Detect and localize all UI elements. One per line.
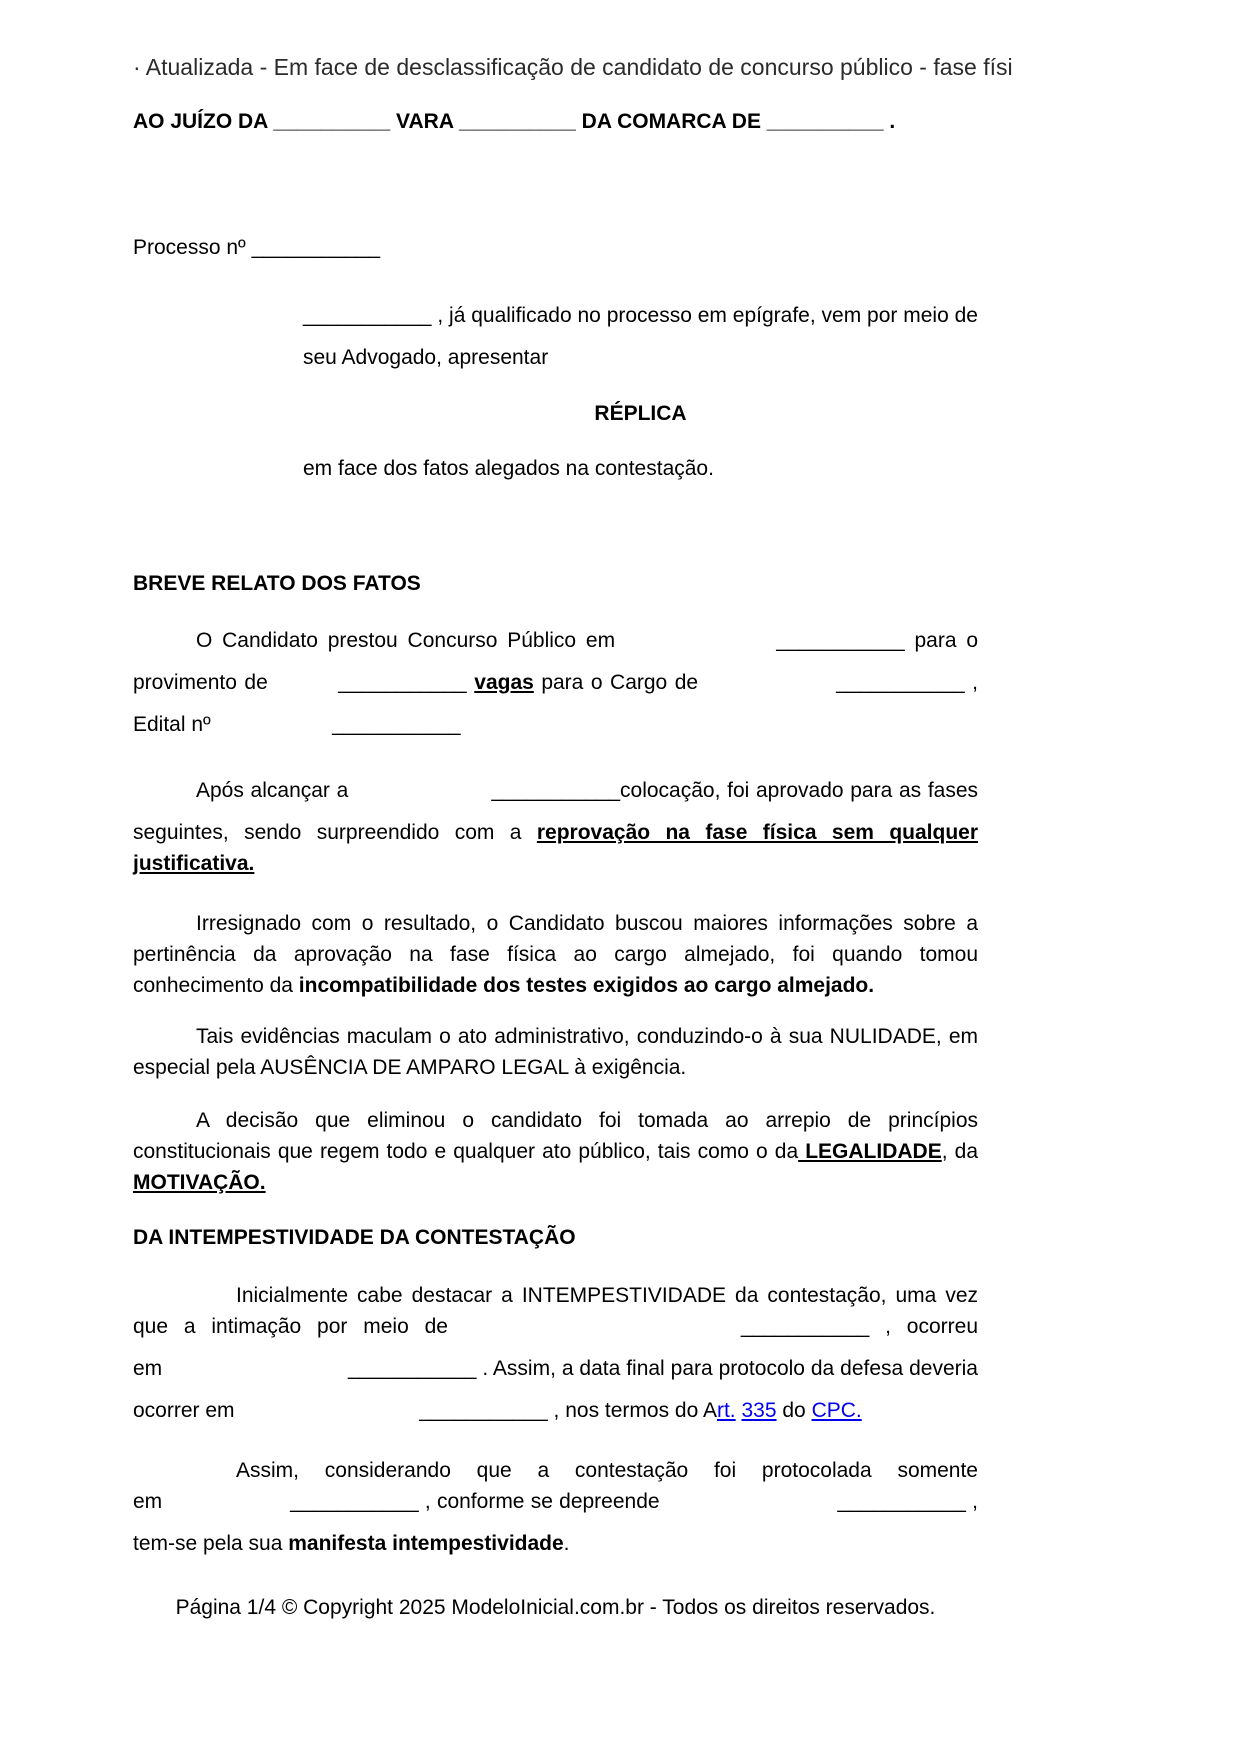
paragraph-decisao	[133, 1105, 978, 1198]
blank-field: ___________	[837, 1490, 966, 1513]
text-run: , da	[941, 1140, 978, 1163]
text-run: , já qualificado no processo em epígrafe, vem por meio de seu Advogado, apresentar	[303, 304, 978, 369]
text-run	[235, 1399, 317, 1422]
blank-field: ___________	[776, 629, 905, 652]
text-run	[211, 713, 269, 736]
text-run	[615, 629, 713, 652]
text-run: para o Cargo de	[533, 671, 699, 694]
text-run: LEGALIDADE	[798, 1140, 942, 1163]
art-335-number-link[interactable]: 335	[741, 1399, 777, 1422]
text-run: .	[883, 110, 896, 133]
page-footer: Página 1/4 © Copyright 2025 ModeloInicial.com.br - Todos os direitos reservados.	[175, 1596, 936, 1619]
text-run: colocação, foi aprovado para as fases seguintes, sendo surpreendido com a	[133, 779, 979, 844]
text-run	[162, 1490, 187, 1513]
art-335-link[interactable]: rt.	[716, 1399, 736, 1422]
blank-field: ___________	[303, 304, 432, 327]
text-run: para o provimento de	[133, 629, 978, 694]
paragraph-protocolada	[133, 1455, 978, 1559]
text-run: incompatibilidade dos testes exigidos ao cargo almejado.	[298, 974, 875, 997]
text-run: reprovação na fase física sem qualquer justificativa.	[133, 821, 978, 875]
text-run: Processo nº	[133, 236, 252, 259]
blank-field: ___________	[347, 1357, 477, 1380]
text-run	[660, 1490, 735, 1513]
blank-field: ___________	[836, 671, 965, 694]
text-run	[348, 779, 428, 802]
blank-field: __________	[273, 110, 391, 133]
document-title: · Atualizada - Em face de desclassificação de candidato de concurso público - fase físi	[133, 54, 1013, 80]
text-run: VARA	[390, 110, 460, 133]
text-run: vagas	[474, 671, 534, 694]
blank-field: ___________	[290, 1490, 419, 1513]
blank-field: ___________	[419, 1399, 548, 1422]
text-run: AO JUÍZO DA	[133, 110, 274, 133]
text-run: , ocorreu em	[133, 1315, 978, 1380]
text-run: Tais evidências maculam o ato administrativo, conduzindo-o à sua NULIDADE, em especial pela AUSÊNCIA DE AMPARO LEGAL à exigência.	[133, 1025, 978, 1079]
blank-field: ___________	[740, 1315, 870, 1338]
court-heading	[133, 106, 978, 148]
blank-field: ___________	[332, 713, 461, 736]
text-run: DA COMARCA DE	[575, 110, 767, 133]
text-run: MOTIVAÇÃO.	[133, 1171, 266, 1194]
paragraph-concurso	[133, 625, 978, 751]
section-heading-intempestividade: DA INTEMPESTIVIDADE DA CONTESTAÇÃO	[133, 1226, 576, 1249]
process-number-line	[133, 232, 978, 274]
text-run: do	[776, 1399, 812, 1422]
text-run: Inicialmente cabe destacar a INTEMPESTIVIDADE da contestação, uma vez que a intimação por meio de	[133, 1284, 978, 1338]
text-run: .	[563, 1532, 570, 1555]
text-run	[448, 1315, 638, 1338]
text-run: Irresignado com o resultado, o Candidato buscou maiores informações sobre a pertinência da aprovação na fase física ao cargo almejado, foi quando tomou conhecimento da	[133, 912, 978, 997]
qualification-paragraph	[303, 300, 978, 373]
text-run: A decisão que eliminou o candidato foi tomada ao arrepio de princípios constitucionais que regem todo e qualquer ato público, tais como o da	[133, 1109, 978, 1163]
paragraph-irresignado	[133, 908, 978, 1001]
text-run: , conforme se depreende	[418, 1490, 660, 1513]
section-heading-breve-relato: BREVE RELATO DOS FATOS	[133, 572, 421, 595]
replica-heading: RÉPLICA	[594, 402, 687, 425]
blank-field: ___________	[491, 779, 621, 802]
text-run: , nos termos do A	[547, 1399, 717, 1422]
text-run: Assim, considerando que a contestação foi protocolada somente em	[133, 1459, 978, 1513]
blank-field: ___________	[251, 236, 381, 259]
text-run: O Candidato prestou Concurso Público em	[196, 629, 616, 652]
text-run: manifesta intempestividade	[288, 1532, 564, 1555]
text-run: Após alcançar a	[196, 779, 349, 802]
text-run: , tem-se pela sua	[133, 1490, 979, 1555]
emface-paragraph	[303, 453, 978, 484]
paragraph-intimacao	[133, 1280, 978, 1437]
text-run: , Edital nº	[133, 671, 978, 736]
blank-field: __________	[459, 110, 576, 133]
paragraph-colocacao	[133, 775, 978, 879]
blank-field: __________	[766, 110, 884, 133]
cpc-link[interactable]: CPC.	[811, 1399, 862, 1422]
text-run	[162, 1357, 245, 1380]
text-run: em face dos fatos alegados na contestação.	[303, 457, 714, 480]
text-run	[698, 671, 773, 694]
text-run: . Assim, a data final para protocolo da defesa deveria ocorrer em	[133, 1357, 978, 1422]
paragraph-nulidade	[133, 1021, 978, 1083]
blank-field: ___________	[338, 671, 467, 694]
